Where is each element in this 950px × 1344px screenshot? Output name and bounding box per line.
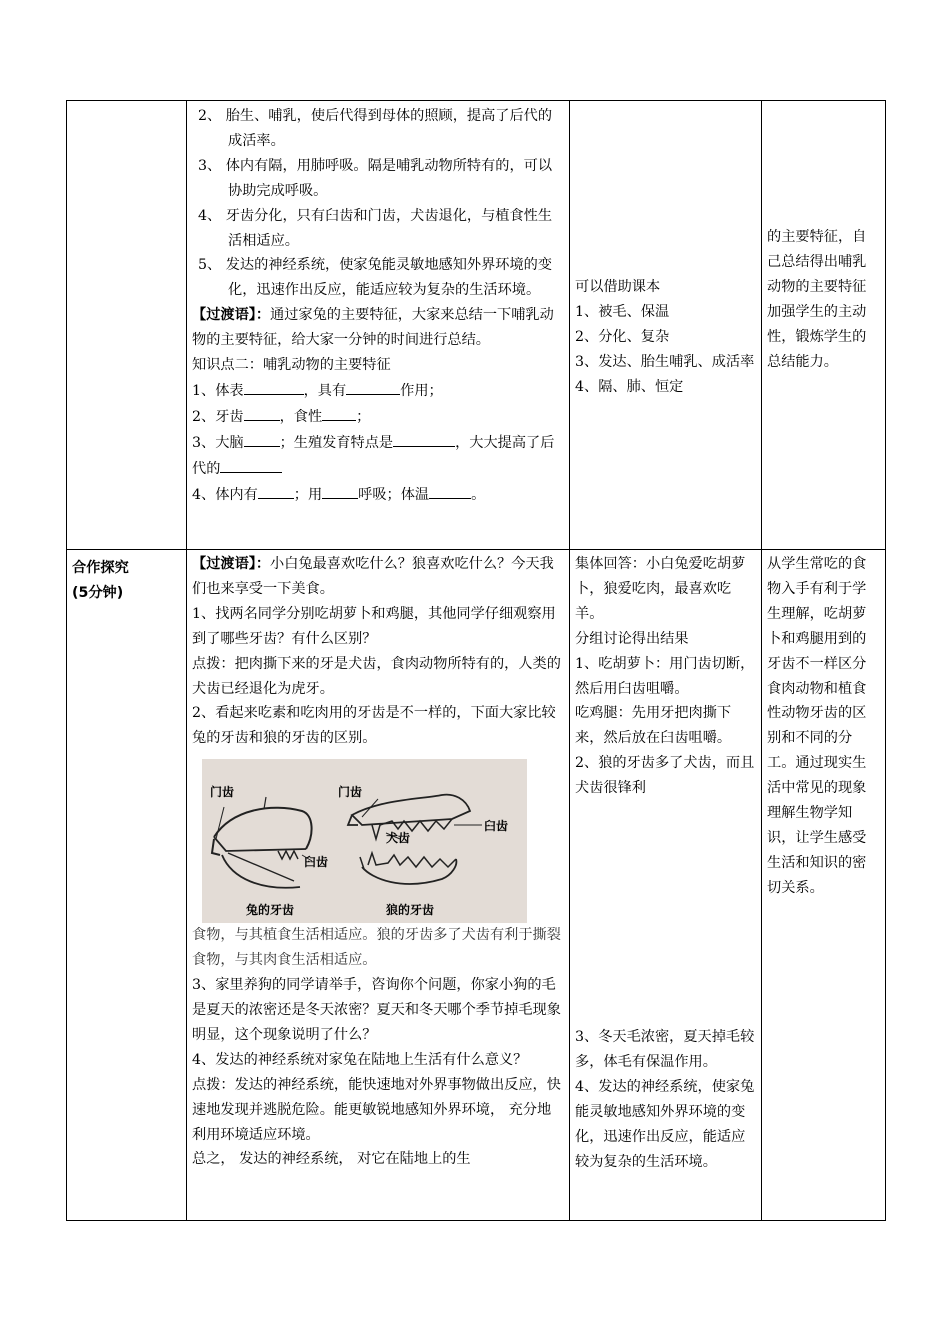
blank	[244, 430, 280, 447]
student-answer: 1、被毛、保温	[575, 303, 670, 320]
feature-item: 5、 发达的神经系统，使家兔能灵敏地感知外界环境的变化，迅速作出反应，能适应较为复杂的生活环境。	[198, 257, 553, 299]
teeth-drawing	[202, 759, 527, 923]
rabbit-incisor-label: 门齿	[210, 785, 235, 800]
blank	[429, 482, 471, 499]
student-activity-cell	[570, 550, 762, 1221]
feature-item: 4、 牙齿分化，只有臼齿和门齿，犬齿退化，与植食性生活相适应。	[198, 207, 553, 249]
blank	[393, 430, 455, 447]
student-answer: 3、发达、胎生哺乳、成活率	[575, 353, 755, 370]
fill-line-3: 3、大脑 ；生殖发育特点是 ，大大提高了后代的	[192, 430, 564, 482]
teacher-activity-cell	[187, 550, 570, 1221]
design-intent-cell	[762, 550, 886, 1221]
stage-cell	[67, 550, 187, 1221]
wolf-teeth-caption: 狼的牙齿	[386, 903, 435, 918]
question-1: 1、找两名同学分别吃胡萝卜和鸡腿，其他同学仔细观察用到了哪些牙齿？有什么区别？	[192, 605, 556, 647]
student-answer: 1、吃胡萝卜：用门齿切断，然后用臼齿咀嚼。	[575, 655, 755, 697]
fill-line-4: 4、体内有 ；用 呼吸；体温 。	[192, 482, 564, 508]
rabbit-molar-label: 臼齿	[304, 855, 329, 870]
blank	[258, 482, 294, 499]
tip-4: 点拨：发达的神经系统，能快速地对外界事物做出反应，快速地发现并逃脱危险。能更敏锐地感知外界环境， 充分地利用环境适应环境。	[192, 1076, 561, 1143]
student-answer: 4、隔、肺、恒定	[575, 378, 684, 395]
teeth-comparison-text: 食物，与其植食生活相适应。狼的牙齿多了犬齿有利于撕裂食物，与其肉食生活相适应。	[192, 927, 561, 969]
student-answer: 4、发达的神经系统，使家兔能灵敏地感知外界环境的变化，迅速作出反应，能适应较为复杂的生活环境。	[575, 1078, 755, 1170]
tip-1: 点拨：把肉撕下来的牙是犬齿，食肉动物所特有的，人类的犬齿已经退化为虎牙。	[192, 655, 561, 697]
teacher-activity-cell	[187, 101, 570, 550]
lesson-plan-page	[66, 100, 885, 1222]
table-row	[67, 550, 886, 1221]
lesson-plan-table	[66, 100, 886, 1221]
stage-cell	[67, 101, 187, 550]
question-3: 3、家里养狗的同学请举手，咨询你个问题，你家小狗的毛是夏天的浓密还是冬天浓密？夏天和冬天哪个季节掉毛现象明显，这个现象说明了什么？	[192, 977, 561, 1043]
wolf-canine-label: 犬齿	[386, 831, 411, 846]
blank	[322, 404, 356, 421]
stage-title: 合作探究	[72, 560, 129, 576]
blank	[322, 482, 358, 499]
student-activity-cell	[570, 101, 762, 550]
blank	[346, 378, 400, 395]
transition-text: 通过家兔的主要特征，大家来总结一下哺乳动物的主要特征，给大家一分钟的时间进行总结。	[192, 307, 554, 349]
transition-label: 【过渡语】：	[192, 307, 271, 324]
transition-paragraph	[192, 303, 564, 353]
student-answer: 3、冬天毛浓密，夏天掉毛较多，体毛有保温作用。	[575, 1029, 755, 1070]
wolf-molar-label: 臼齿	[484, 819, 509, 834]
transition-paragraph	[192, 552, 564, 602]
stage-time: (5分钟)	[72, 584, 124, 601]
design-intent-cell	[762, 101, 886, 550]
wolf-incisor-label: 门齿	[338, 785, 363, 800]
table-row	[67, 101, 886, 550]
student-answer: 分组讨论得出结果	[575, 630, 689, 647]
student-answer: 2、狼的牙齿多了犬齿，而且犬齿很锋利	[575, 755, 755, 797]
feature-item: 2、 胎生、哺乳，使后代得到母体的照顾，提高了后代的成活率。	[198, 108, 553, 149]
question-2: 2、看起来吃素和吃肉用的牙齿是不一样的，下面大家比较兔的牙齿和狼的牙齿的区别。	[192, 705, 556, 747]
rabbit-teeth-caption: 兔的牙齿	[246, 903, 295, 918]
student-answer: 集体回答：小白兔爱吃胡萝卜，狼爱吃肉，最喜欢吃羊。	[575, 556, 746, 622]
fill-line-1: 1、体表 ，具有 作用；	[192, 378, 564, 404]
design-intent-text: 的主要特征，自己总结得出哺乳动物的主要特征加强学生的主动性，锻炼学生的总结能力。	[767, 229, 867, 370]
fill-line-2: 2、牙齿 ，食性 ；	[192, 404, 564, 430]
blank	[244, 404, 280, 421]
knowledge-point-title: 知识点二：哺乳动物的主要特征	[192, 357, 391, 374]
transition-label: 【过渡语】：	[192, 556, 271, 572]
blank	[244, 378, 304, 395]
question-4: 4、发达的神经系统对家兔在陆地上生活有什么意义？	[192, 1051, 528, 1068]
student-answer: 吃鸡腿：先用牙把肉撕下来，然后放在臼齿咀嚼。	[575, 705, 732, 747]
blank	[220, 456, 282, 473]
feature-item: 3、 体内有隔，用肺呼吸。隔是哺乳动物所特有的，可以协助完成呼吸。	[198, 157, 553, 199]
transition-text: 小白兔最喜欢吃什么？狼喜欢吃什么？今天我们也来享受一下美食。	[192, 556, 554, 597]
student-answer: 可以借助课本	[575, 279, 661, 295]
summary-text: 总之， 发达的神经系统， 对它在陆地上的生	[192, 1151, 471, 1168]
teeth-comparison-figure	[202, 759, 527, 923]
student-answer: 2、分化、复杂	[575, 328, 670, 345]
design-intent-text: 从学生常吃的食物入手有利于学生理解，吃胡萝卜和鸡腿用到的牙齿不一样区分食肉动物和植食性动物牙齿的区别和不同的分工。通过现实生活中常见的现象理解生物学知识，让学生感受生活和知识的密切关系。	[767, 556, 867, 896]
